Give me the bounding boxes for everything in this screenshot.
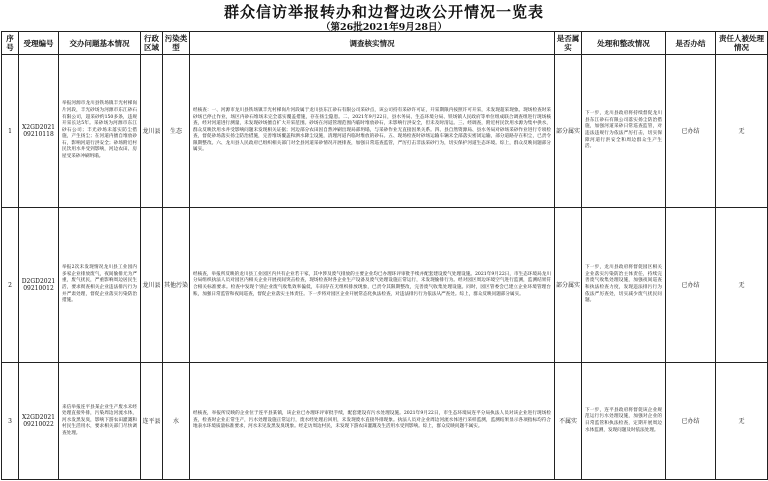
row-type: 生态	[163, 55, 190, 208]
header-investigation: 调查核实情况	[190, 32, 555, 55]
row-investigation: 经核查，举报所反映的企业位于连平县某镇，该企业已办理环评审批手续，配套建设有污水处理设施。2021年9月22日，市生态环境局连平分局执法人员对该企业进行现场检查，检查时企业正常生产，污水处理设施正常运行，废水经处理后回用，未发现废水直接外排现象。执法人员对企业周边河流水体进行采样监测，监测结果显示各项指标均符合地表水环境质量标准要求，河水未见发黑发臭现象。经走访周边村民，未发现下游农田灌溉及生活用水受到影响。综上，群众反映问题不属实。	[190, 363, 555, 480]
row-punished: 无	[716, 363, 768, 480]
row-id: D2GD2021 09210012	[19, 208, 59, 363]
header-no: 序号	[2, 32, 19, 55]
row-verified: 部分属实	[555, 208, 582, 363]
row-id: X2GD2021 09210022	[19, 363, 59, 480]
row-closed: 已办结	[666, 363, 716, 480]
row-summary: 举报河源市龙川县铁场镇丰光村梯岗片河段，丰光砂场为河源市东江砂石有限公司，超采砂约150多条，违规开采长达5年。采砂场为河源市东江砂石公司；丰光砂场未落实防尘措施，产生扬尘；在河道内擅自堆放砂石，影响河道行洪安全；砂场附近村民饮用水井受到影响，河边农田、房屋受采砂冲刷坍塌。	[59, 55, 141, 208]
row-closed: 已办结	[666, 208, 716, 363]
row-handling: 下一步，龙川县政府将持续督促龙川县东江砂石有限公司落实扬尘防治措施，加强河道采砂日常巡查监管，对违法违规行为依法严厉打击，切实保障河道行洪安全和周边群众生产生活。	[582, 55, 666, 208]
row-region: 连平县	[141, 363, 163, 480]
complaint-table	[1, 31, 768, 480]
row-verified: 部分属实	[555, 55, 582, 208]
row-investigation: 经核查，举报所反映的龙川县工业园区内共有企业若干家，其中涉及废气排放的主要企业均已办理环评审批手续并配套建设废气处理设施。2021年9月22日，市生态环境局龙川分局组织执法人员对园区内相关企业开展夜间突击检查，现场检查时各企业生产设备及废气处理设施正常运行，未发现偷排行为。经对园区周边环境空气进行监测，监测结果符合相关标准要求。检查中发现个别企业废气收集效率偏低，车间存在无组织排放现象，已责令其限期整改，完善废气收集处理设施。同时，园区管委会已建立企业环境管理台账，加强日常监管和夜间巡查，督促企业落实主体责任。下一步将对园区企业开展常态化执法检查，对违法排污行为依法从严查处。综上，群众反映问题部分属实。	[190, 208, 555, 363]
row-region: 龙川县	[141, 55, 163, 208]
row-verified: 不属实	[555, 363, 582, 480]
row-no: 2	[2, 208, 19, 363]
header-verified: 是否属实	[555, 32, 582, 55]
header-region: 行政区域	[141, 32, 163, 55]
header-punished: 责任人被处理情况	[716, 32, 768, 55]
header-type: 污染类型	[163, 32, 190, 55]
row-punished: 无	[716, 55, 768, 208]
table-row	[2, 363, 768, 480]
row-no: 3	[2, 363, 19, 480]
row-no: 1	[2, 55, 19, 208]
table-header-row	[2, 32, 768, 55]
table-row	[2, 55, 768, 208]
row-type: 水	[163, 363, 190, 480]
row-handling: 下一步，龙川县政府将督促园区相关企业落实污染防治主体责任，持续完善废气收集处理设施，加强夜间巡查和执法检查力度，发现违法排污行为依法严厉查处，切实减少废气扰民问题。	[582, 208, 666, 363]
header-handling: 处理和整改情况	[582, 32, 666, 55]
row-closed: 已办结	[666, 55, 716, 208]
row-id: X2GD2021 09210118	[19, 55, 59, 208]
table-row	[2, 208, 768, 363]
row-region: 龙川县	[141, 208, 163, 363]
row-type: 其他污染	[163, 208, 190, 363]
header-id: 受理编号	[19, 32, 59, 55]
row-handling: 下一步，连平县政府将督促该企业规范运行污水处理设施，加强对企业的日常监管和执法检查，定期开展周边水体监测，发现问题及时依法处理。	[582, 363, 666, 480]
row-punished: 无	[716, 208, 768, 363]
row-summary: 举报2次未发现情况龙川县工业园内多家企业排放废气，夜间偷排尤为严重，废气扰民，严重影响周边居民生活，要求彻查相关企业违法排污行为并严肃处理，督促企业落实污染防治措施。	[59, 208, 141, 363]
page-title: 群众信访举报转办和边督边改公开情况一览表	[223, 3, 544, 21]
row-investigation: 经核查：一、河源市龙川县铁场镇丰光村梯岗片河段属于龙川县东江砂石有限公司采砂点，该公司持有采砂许可证，开采期限内按照许可开采，未发现超采现象。现场检查时采砂场已停止作业，场区内砂石堆场未完全落实覆盖措施，存在扬尘隐患。二、2021年9月22日，县水务局、生态环境分局、铁场镇人民政府等单位组成联合调查组进行现场核查，经对河道进行测量，未发现砂场擅自扩大开采范围。砂场在河道管理范围内临时堆放砂石，未影响行洪安全，但未及时清运。三、经调查，附近村民饮用水源为集中供水，群众反映饮用水井受影响问题未发现相关证据；河边部分农田因自然冲刷出现局部坍塌，与采砂作业无直接因果关系。四、县自然资源局、县水务局对砂场采砂作业进行专项检查，督促砂场落实扬尘防治措施，完善堆场覆盖和洒水降尘设施，清理河道内临时堆放的砂石。五、现场检查时砂场运输车辆未全部落实密闭运输，部分道路存在积尘，已责令限期整改。六、龙川县人民政府已组织相关部门对全县河道采砂情况开展排查，加强日常巡查监管，严厉打击非法采砂行为，切实保护河道生态环境。综上，群众反映问题部分属实。	[190, 55, 555, 208]
row-summary: 来信举报连平县某企业生产废水未经处理直接外排，污染周边河流水体，河水发黑发臭，影响下游农田灌溉和村民生活用水，要求相关部门尽快调查处理。	[59, 363, 141, 480]
page-subtitle: （第26批2021年9月28日）	[321, 22, 447, 33]
header-summary: 交办问题基本情况	[59, 32, 141, 55]
header-closed: 是否办结	[666, 32, 716, 55]
